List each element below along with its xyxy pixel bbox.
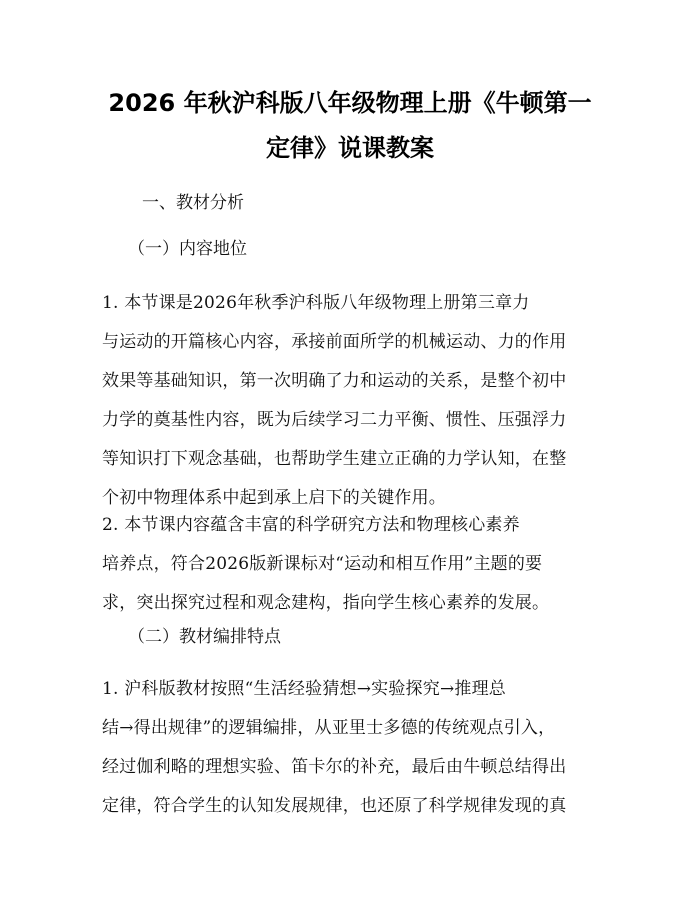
paragraph-line: 2. 本节课内容蕴含丰富的科学研究方法和物理核心素养 [102, 515, 520, 535]
paragraph-line: 1. 本节课是2026年秋季沪科版八年级物理上册第三章力 [102, 293, 530, 313]
paragraph-line: 培养点，符合2026版新课标对“运动和相互作用”主题的要 [102, 554, 543, 574]
paragraph-1 [102, 284, 602, 518]
paragraph-2 [102, 506, 602, 623]
paragraph-line: 等知识打下观念基础，也帮助学生建立正确的力学认知，在整 [102, 449, 567, 469]
paragraph-3 [102, 670, 602, 826]
paragraph-line: 1. 沪科版教材按照“生活经验猜想→实验探究→推理总 [102, 679, 507, 699]
paragraph-line: 与运动的开篇核心内容，承接前面所学的机械运动、力的作用 [102, 332, 567, 352]
paragraph-line: 结→得出规律”的逻辑编排，从亚里士多德的传统观点引入， [102, 718, 556, 738]
paragraph-line: 效果等基础知识，第一次明确了力和运动的关系，是整个初中 [102, 371, 567, 391]
paragraph-line: 个初中物理体系中起到承上启下的关键作用。 [102, 488, 446, 508]
subsection-heading-content-position: （一）内容地位 [128, 239, 247, 259]
paragraph-line: 经过伽利略的理想实验、笛卡尔的补充，最后由牛顿总结得出 [102, 757, 567, 777]
document-title-line-2: 定律》说课教案 [266, 134, 434, 162]
subsection-heading-arrangement: （二）教材编排特点 [128, 627, 281, 647]
paragraph-line: 定律，符合学生的认知发展规律，也还原了科学规律发现的真 [102, 796, 567, 816]
paragraph-line: 力学的奠基性内容，既为后续学习二力平衡、惯性、压强浮力 [102, 410, 567, 430]
paragraph-line: 求，突出探究过程和观念建构，指向学生核心素养的发展。 [102, 593, 550, 613]
section-heading: 一、教材分析 [142, 193, 244, 213]
document-title-line-1: 2026 年秋沪科版八年级物理上册《牛顿第一 [108, 89, 592, 117]
